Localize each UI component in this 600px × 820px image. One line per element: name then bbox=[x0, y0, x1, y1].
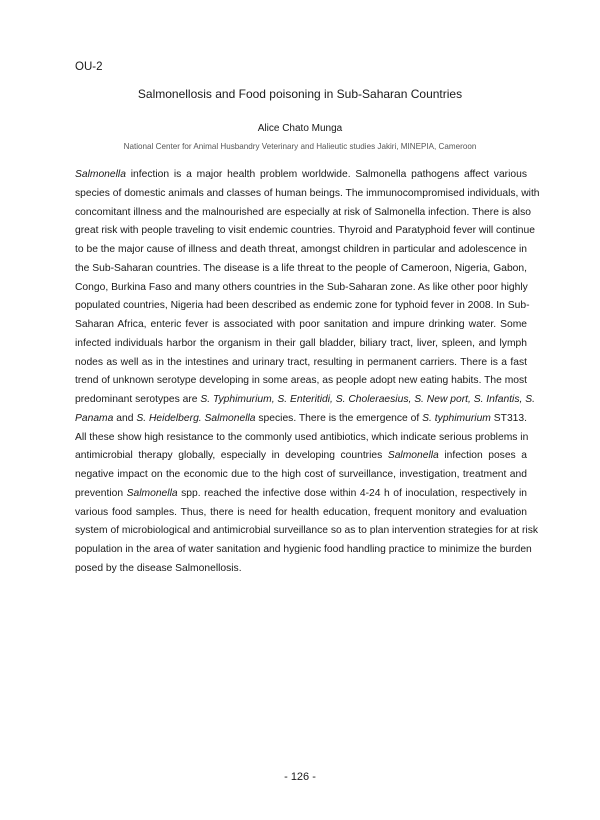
abstract-line bbox=[75, 466, 527, 485]
abstract-text: Saharan Africa, enteric fever is associated with poor sanitation and impure drinking water. Some bbox=[75, 319, 527, 330]
abstract-line bbox=[75, 260, 527, 279]
abstract-text: Congo, Burkina Faso and many others countries in the Sub-Saharan zone. As like other poor highly bbox=[75, 281, 528, 293]
abstract-text: infected individuals harbor the organism in their gall bladder, biliary tract, liver, spleen, and lymph bbox=[75, 337, 527, 349]
abstract-italic-text: Salmonella bbox=[126, 487, 178, 499]
abstract-text: to be the major cause of illness and death threat, amongst children in particular and adolescence in bbox=[75, 244, 527, 255]
abstract-line bbox=[75, 391, 535, 410]
abstract-text: infection is a major health problem worldwide. Salmonella pathogens affect various bbox=[125, 169, 527, 180]
abstract-line bbox=[75, 485, 527, 504]
author-affiliation: National Center for Animal Husbandry Veterinary and Halieutic studies Jakiri, MINEPIA, Cameroon bbox=[123, 142, 477, 151]
abstract-text: posed by the disease Salmonellosis. bbox=[75, 562, 242, 574]
section-code: OU-2 bbox=[75, 61, 103, 73]
page-number: - 126 - bbox=[284, 771, 316, 783]
abstract-line bbox=[75, 297, 530, 316]
abstract-line bbox=[75, 447, 527, 466]
paper-title: Salmonellosis and Food poisoning in Sub-Saharan Countries bbox=[137, 87, 463, 101]
abstract-line bbox=[75, 335, 527, 354]
abstract-text: various food samples. Thus, there is need for health education, frequent monitory and evaluation bbox=[75, 506, 527, 518]
abstract-line bbox=[75, 541, 532, 560]
abstract-text: antimicrobial therapy globally, especially in developing countries bbox=[75, 450, 388, 462]
abstract-line bbox=[75, 185, 540, 204]
abstract-text: and bbox=[113, 412, 137, 424]
abstract-text: the Sub-Saharan countries. The disease is a life threat to the people of Cameroon, Nigeria, Gabon, bbox=[75, 262, 527, 274]
abstract-line bbox=[75, 166, 527, 185]
abstract-text: spp. reached the infective dose within 4-24 h of inoculation, respectively in bbox=[177, 487, 527, 499]
abstract-line bbox=[75, 410, 527, 429]
abstract-line bbox=[75, 316, 527, 335]
abstract-line bbox=[75, 522, 538, 541]
abstract-italic-text: S. Heidelberg. Salmonella bbox=[136, 412, 256, 424]
abstract-line bbox=[75, 241, 527, 260]
abstract-text: species. There is the emergence of bbox=[255, 412, 423, 424]
abstract-line bbox=[75, 354, 527, 373]
abstract-text: great risk with people traveling to visit endemic countries. Thyroid and Paratyphoid fever will continue bbox=[75, 225, 535, 237]
abstract-text: population in the area of water sanitation and hygienic food handling practice to minimize the burden bbox=[75, 544, 532, 555]
abstract-text: concomitant illness and the malnourished are especially at risk of Salmonella infection. There is also bbox=[75, 206, 531, 218]
abstract-text: negative impact on the economic due to the high cost of surveillance, investigation, treatment and bbox=[75, 469, 527, 480]
abstract-text: infection poses a bbox=[438, 450, 527, 462]
abstract-line bbox=[75, 204, 531, 223]
abstract-text: predominant serotypes are bbox=[75, 394, 201, 405]
abstract-line bbox=[75, 222, 535, 241]
abstract-line bbox=[75, 504, 527, 523]
abstract-text: nodes as well as in the intestines and urinary tract, resulting in permanent carriers. There is a fast bbox=[75, 356, 527, 368]
abstract-text: prevention bbox=[75, 487, 127, 499]
abstract-italic-text: S. Typhimurium, S. Enteritidi, S. Choleraesius, S. New port, S. Infantis, S. bbox=[200, 394, 535, 405]
abstract-text: system of microbiological and antimicrobial surveillance so as to plan intervention strategies for at risk bbox=[75, 525, 538, 537]
abstract-line bbox=[75, 279, 527, 298]
abstract-text: All these show high resistance to the commonly used antibiotics, which indicate serious problems in bbox=[75, 431, 529, 443]
abstract-text: ST313. bbox=[490, 412, 527, 424]
abstract-text: species of domestic animals and classes of human beings. The immunocompromised individuals, with bbox=[75, 187, 540, 199]
abstract-line bbox=[75, 429, 527, 448]
abstract-text: trend of unknown serotype developing in some areas, as people adopt new eating habits. The most bbox=[75, 375, 528, 387]
abstract-line bbox=[75, 372, 527, 391]
abstract-italic-text: Salmonella bbox=[75, 169, 126, 180]
author-name: Alice Chato Munga bbox=[257, 123, 343, 134]
abstract-italic-text: Panama bbox=[75, 412, 114, 424]
abstract-text: populated countries, Nigeria had been described as endemic zone for typhoid fever in 2008. In Sub- bbox=[75, 300, 530, 312]
abstract-italic-text: Salmonella bbox=[387, 450, 439, 462]
abstract-italic-text: S. typhimurium bbox=[422, 412, 491, 424]
abstract-line bbox=[75, 560, 527, 579]
abstract-body bbox=[75, 166, 540, 579]
